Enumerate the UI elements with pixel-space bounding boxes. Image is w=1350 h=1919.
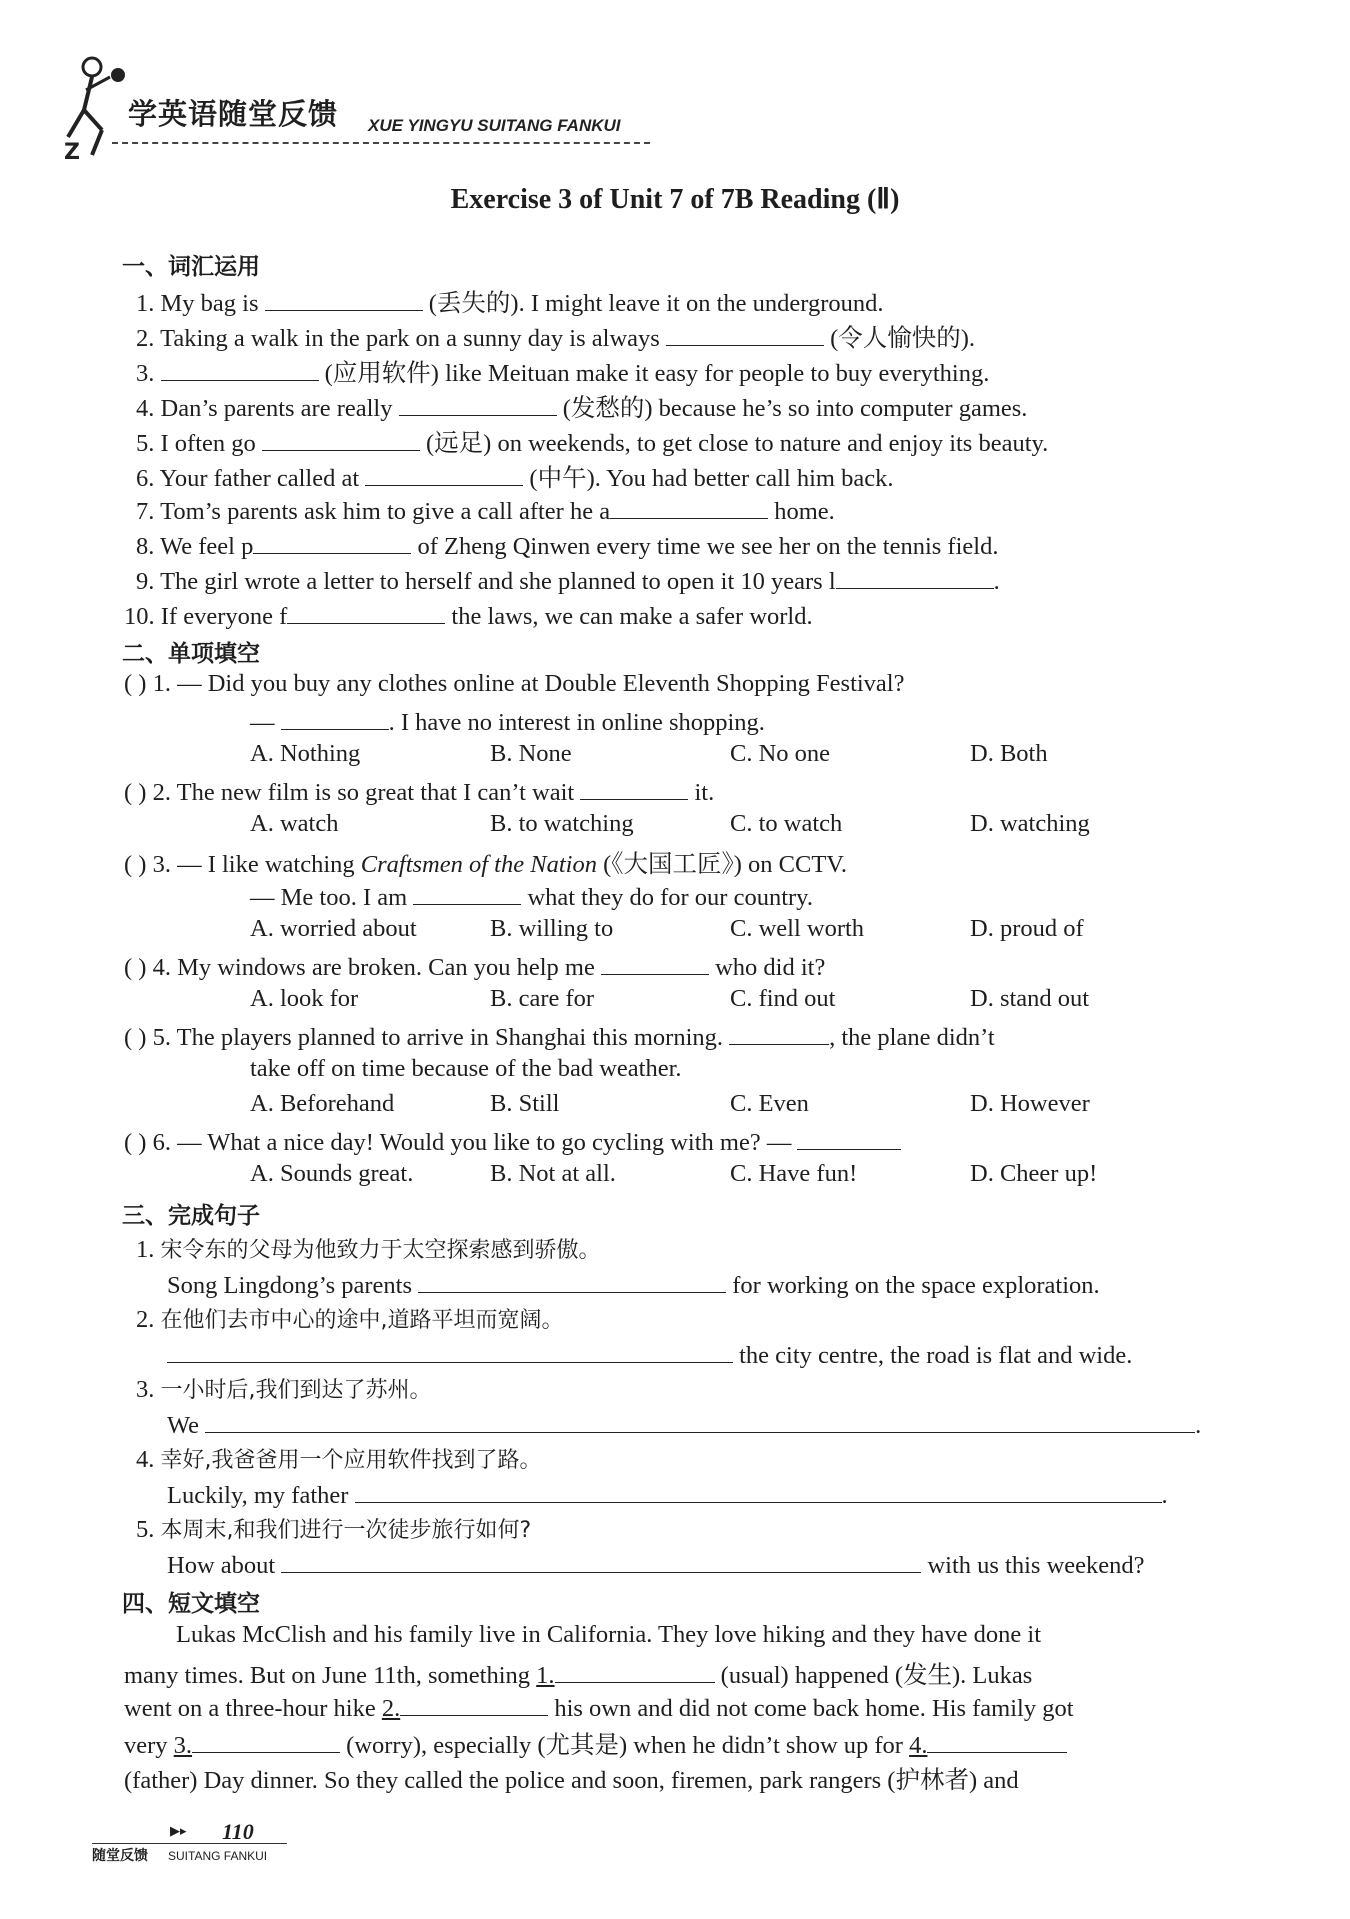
- answer-paren[interactable]: ( ): [124, 779, 147, 806]
- vocab-item-7: [136, 494, 835, 526]
- item-text: If everyone f: [160, 603, 288, 630]
- item-text: —: [250, 709, 275, 736]
- passage-line-2: [124, 1656, 1032, 1691]
- item-text: (丢失的). I might leave it on the underground.: [428, 290, 884, 317]
- option-d[interactable]: D. However: [970, 1090, 1090, 1117]
- option-b[interactable]: B. None: [490, 740, 572, 767]
- option-b[interactable]: B. willing to: [490, 915, 614, 942]
- option-a[interactable]: A. Beforehand: [250, 1090, 395, 1117]
- item-text: My bag is: [160, 290, 259, 317]
- item-text: — I like watching: [177, 851, 355, 878]
- item-text: The girl wrote a letter to herself and she planned to open it 10 years l: [160, 568, 836, 595]
- mc-question-3-line2: [250, 880, 813, 912]
- mc-question-1: [124, 670, 904, 698]
- item-text: of Zheng Qinwen every time we see her on the tennis field.: [417, 533, 999, 560]
- option-c[interactable]: C. well worth: [730, 915, 865, 942]
- vocab-item-3: [136, 354, 989, 389]
- chinese-sentence: 本周末,和我们进行一次徒步旅行如何?: [160, 1518, 532, 1543]
- item-number: 7.: [136, 498, 155, 525]
- item-number: 1.: [136, 1236, 155, 1263]
- vocab-item-9: [136, 564, 1000, 596]
- item-number: 3.: [136, 360, 155, 387]
- answer-blank[interactable]: [555, 1658, 715, 1683]
- answer-blank[interactable]: [601, 950, 709, 975]
- answer-blank[interactable]: [413, 880, 521, 905]
- header-divider: [112, 142, 650, 144]
- item-text: Your father called at: [159, 465, 360, 492]
- option-d[interactable]: D. Both: [970, 740, 1048, 767]
- answer-paren[interactable]: ( ): [124, 1129, 147, 1156]
- item-text: My windows are broken. Can you help me: [177, 954, 595, 981]
- mc-question-5: [124, 1020, 995, 1052]
- option-a[interactable]: A. watch: [250, 810, 339, 837]
- item-text: (令人愉快的).: [830, 325, 976, 352]
- item-text: home.: [774, 498, 835, 525]
- passage-line-5: (father) Day dinner. So they called the police and soon, firemen, park rangers (护林者) and: [124, 1767, 1019, 1794]
- sentence-3-prompt: [136, 1373, 432, 1404]
- item-text: .: [1161, 1482, 1168, 1509]
- answer-paren[interactable]: ( ): [124, 1024, 147, 1051]
- blank-number: 2.: [381, 1695, 401, 1722]
- passage-text: (usual) happened (发生). Lukas: [720, 1662, 1033, 1689]
- blank-number: 4.: [909, 1732, 928, 1759]
- sentence-4-prompt: [136, 1443, 542, 1474]
- item-text: Song Lingdong’s parents: [167, 1272, 412, 1299]
- answer-blank[interactable]: [262, 426, 420, 451]
- item-number: 10.: [124, 603, 155, 630]
- answer-blank[interactable]: [666, 321, 824, 346]
- answer-blank[interactable]: [365, 461, 523, 486]
- answer-paren[interactable]: ( ): [124, 851, 147, 878]
- option-c[interactable]: C. find out: [730, 985, 836, 1012]
- sentence-3-answer: [167, 1408, 1201, 1440]
- section3-heading: 三、完成句子: [122, 1203, 260, 1229]
- item-text: .: [993, 568, 1000, 595]
- option-d[interactable]: D. stand out: [970, 985, 1090, 1012]
- item-text: I often go: [160, 430, 256, 457]
- sentence-5-prompt: [136, 1513, 531, 1544]
- program-title: Craftsmen of the Nation: [360, 851, 597, 878]
- footer-divider: [92, 1843, 287, 1844]
- svg-text:Z: Z: [64, 140, 80, 160]
- item-number: 4.: [136, 395, 155, 422]
- item-number: 4.: [136, 1446, 155, 1473]
- page-number: 110: [222, 1819, 254, 1844]
- item-text: what they do for our country.: [527, 884, 813, 911]
- item-number: 4.: [152, 954, 171, 981]
- option-d[interactable]: D. Cheer up!: [970, 1160, 1098, 1187]
- item-text: for working on the space exploration.: [732, 1272, 1100, 1299]
- answer-blank[interactable]: [927, 1728, 1067, 1753]
- answer-blank[interactable]: [281, 705, 389, 730]
- passage-text: went on a three-hour hike: [124, 1695, 376, 1722]
- option-c[interactable]: C. Even: [730, 1090, 809, 1117]
- item-text: .: [1195, 1412, 1202, 1439]
- option-c[interactable]: C. to watch: [730, 810, 843, 837]
- item-text: We: [167, 1412, 200, 1439]
- item-text: Taking a walk in the park on a sunny day is always: [160, 325, 660, 352]
- option-b[interactable]: B. care for: [490, 985, 595, 1012]
- option-c[interactable]: C. Have fun!: [730, 1160, 858, 1187]
- item-number: 6.: [152, 1129, 171, 1156]
- blank-number: 1.: [536, 1662, 555, 1689]
- item-number: 3.: [152, 851, 171, 878]
- answer-blank[interactable]: [287, 599, 445, 624]
- passage-text: very: [124, 1732, 168, 1759]
- answer-blank[interactable]: [610, 494, 768, 519]
- answer-blank[interactable]: [355, 1478, 1162, 1503]
- passage-line-3: [124, 1691, 1074, 1723]
- vocab-item-10: [124, 599, 813, 631]
- item-text: the laws, we can make a safer world.: [451, 603, 813, 630]
- item-number: 8.: [136, 533, 155, 560]
- mc-question-2: [124, 775, 714, 807]
- option-d[interactable]: D. proud of: [970, 915, 1084, 942]
- option-c[interactable]: C. No one: [730, 740, 831, 767]
- item-text: (《大国工匠》) on CCTV.: [603, 851, 847, 878]
- footer-tag-en: SUITANG FANKUI: [168, 1849, 268, 1863]
- answer-blank[interactable]: [265, 286, 423, 311]
- arrow-icon: ▶▸: [170, 1824, 187, 1839]
- mc-question-4: [124, 950, 825, 982]
- option-b[interactable]: B. to watching: [490, 810, 634, 837]
- item-number: 5.: [136, 430, 155, 457]
- item-text: who did it?: [715, 954, 826, 981]
- passage-text: (worry), especially (尤其是) when he didn’t show up for: [346, 1732, 903, 1759]
- option-a[interactable]: A. Nothing: [250, 740, 361, 767]
- item-text: — Me too. I am: [250, 884, 408, 911]
- option-b[interactable]: B. Not at all.: [490, 1160, 616, 1187]
- item-number: 3.: [136, 1376, 155, 1403]
- mc-question-5-line2: take off on time because of the bad weather.: [250, 1055, 682, 1082]
- answer-blank[interactable]: [205, 1408, 1195, 1433]
- sentence-2-prompt: [136, 1303, 564, 1334]
- answer-blank[interactable]: [167, 1338, 733, 1363]
- sentence-1-prompt: [136, 1233, 601, 1264]
- vocab-item-8: [136, 529, 998, 561]
- item-number: 5.: [136, 1516, 155, 1543]
- sentence-1-answer: [167, 1268, 1100, 1300]
- vocab-item-1: [136, 284, 884, 319]
- blank-number: 3.: [173, 1732, 193, 1759]
- item-text: it.: [694, 779, 715, 806]
- section4-heading: 四、短文填空: [122, 1591, 260, 1617]
- answer-blank[interactable]: [729, 1020, 829, 1045]
- section2-heading: 二、单项填空: [122, 641, 260, 667]
- vocab-item-4: [136, 389, 1027, 424]
- item-text: , the plane didn’t: [829, 1024, 995, 1051]
- vocab-item-5: [136, 424, 1048, 459]
- item-text: The players planned to arrive in Shanghai this morning.: [176, 1024, 723, 1051]
- vocab-item-2: [136, 319, 975, 354]
- option-a[interactable]: A. worried about: [250, 915, 417, 942]
- item-text: — What a nice day! Would you like to go cycling with me? —: [177, 1129, 792, 1156]
- sentence-2-answer: [167, 1338, 1132, 1370]
- passage-text: many times. But on June 11th, something: [124, 1662, 531, 1689]
- passage-line-1: Lukas McClish and his family live in California. They love hiking and they have done it: [176, 1621, 1042, 1648]
- answer-paren[interactable]: ( ): [124, 670, 147, 697]
- item-number: 9.: [136, 568, 155, 595]
- item-text: with us this weekend?: [927, 1552, 1145, 1579]
- chinese-sentence: 在他们去市中心的途中,道路平坦而宽阔。: [160, 1308, 564, 1333]
- passage-text: his own and did not come back home. His family got: [554, 1695, 1074, 1722]
- option-b[interactable]: B. Still: [490, 1090, 560, 1117]
- answer-blank[interactable]: [399, 391, 557, 416]
- option-d[interactable]: D. watching: [970, 810, 1090, 837]
- mc-question-3: [124, 845, 847, 880]
- footer-tag-cn: 随堂反馈: [92, 1848, 148, 1864]
- passage-line-4: [124, 1726, 1067, 1761]
- mc-question-1-line2: [250, 705, 765, 737]
- item-number: 1.: [136, 290, 155, 317]
- item-text: (发愁的) because he’s so into computer games.: [562, 395, 1028, 422]
- item-text: The new film is so great that I can’t wait: [176, 779, 575, 806]
- item-text: How about: [167, 1552, 276, 1579]
- item-text: (远足) on weekends, to get close to nature and enjoy its beauty.: [426, 430, 1049, 457]
- answer-blank[interactable]: [836, 564, 994, 589]
- answer-blank[interactable]: [418, 1268, 726, 1293]
- item-number: 1.: [152, 670, 171, 697]
- item-number: 2.: [152, 779, 171, 806]
- item-number: 2.: [136, 325, 155, 352]
- answer-blank[interactable]: [192, 1728, 340, 1753]
- vocab-item-6: [136, 459, 893, 494]
- item-text: — Did you buy any clothes online at Double Eleventh Shopping Festival?: [177, 670, 905, 697]
- item-number: 2.: [136, 1306, 155, 1333]
- item-number: 6.: [136, 465, 155, 492]
- header-title-en: XUE YINGYU SUITANG FANKUI: [368, 116, 621, 135]
- item-text: the city centre, the road is flat and wide.: [739, 1342, 1133, 1369]
- header-title-cn: 学英语随堂反馈: [128, 97, 339, 131]
- sentence-5-answer: [167, 1548, 1145, 1580]
- option-a[interactable]: A. Sounds great.: [250, 1160, 414, 1187]
- answer-blank[interactable]: [580, 775, 688, 800]
- item-text: . I have no interest in online shopping.: [388, 709, 765, 736]
- chinese-sentence: 一小时后,我们到达了苏州。: [160, 1378, 432, 1403]
- student-running-logo-icon: [62, 55, 132, 160]
- item-number: 5.: [152, 1024, 171, 1051]
- chinese-sentence: 幸好,我爸爸用一个应用软件找到了路。: [160, 1448, 542, 1473]
- item-text: (应用软件) like Meituan make it easy for people to buy everything.: [324, 360, 990, 387]
- item-text: Luckily, my father: [167, 1482, 349, 1509]
- answer-blank[interactable]: [161, 356, 319, 381]
- option-a[interactable]: A. look for: [250, 985, 359, 1012]
- item-text: (中午). You had better call him back.: [529, 465, 894, 492]
- answer-blank[interactable]: [797, 1125, 901, 1150]
- answer-blank[interactable]: [281, 1548, 921, 1573]
- mc-question-6: [124, 1125, 901, 1157]
- item-text: We feel p: [160, 533, 254, 560]
- answer-blank[interactable]: [253, 529, 411, 554]
- item-text: Dan’s parents are really: [160, 395, 393, 422]
- answer-blank[interactable]: [400, 1691, 548, 1716]
- page-title: Exercise 3 of Unit 7 of 7B Reading (Ⅱ): [450, 184, 900, 215]
- sentence-4-answer: [167, 1478, 1168, 1510]
- item-text: Tom’s parents ask him to give a call after he a: [160, 498, 611, 525]
- chinese-sentence: 宋令东的父母为他致力于太空探索感到骄傲。: [160, 1238, 601, 1263]
- section1-heading: 一、词汇运用: [122, 254, 260, 280]
- answer-paren[interactable]: ( ): [124, 954, 147, 981]
